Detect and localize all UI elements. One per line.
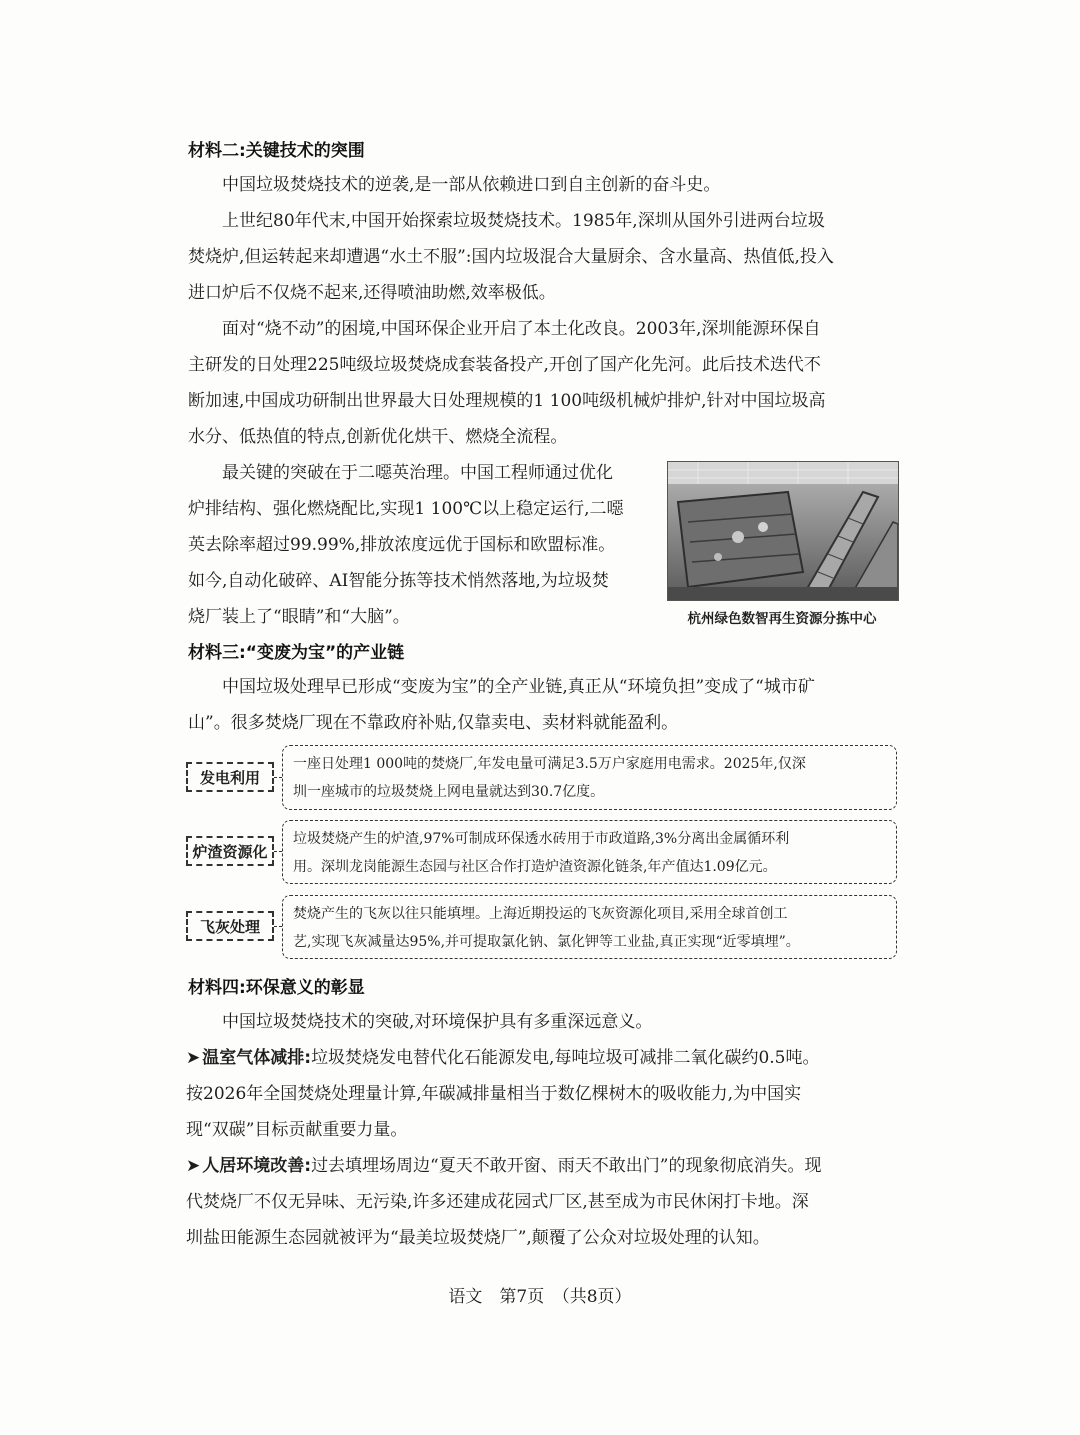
box-fly-ash <box>282 895 897 959</box>
s4-paragraph-1 <box>188 1004 900 1040</box>
bullet-text: 过去填埋场周边“夏天不敢开窗、雨天不敢出门”的现象彻底消失。现 <box>311 1156 822 1176</box>
text-line: 圳盐田能源生态园就被评为“最美垃圾焚烧厂”,颠覆了公众对垃圾处理的认知。 <box>186 1228 770 1248</box>
bullet-emission-reduction <box>186 1040 898 1148</box>
text-line: 断加速,中国成功研制出世界最大日处理规模的1 100吨级机械炉排炉,针对中国垃圾高 <box>188 391 826 411</box>
s2-paragraph-1 <box>188 167 900 203</box>
bullet-label: 温室气体减排: <box>202 1048 312 1068</box>
bullet-living-environment <box>186 1148 898 1256</box>
text-line: 圳一座城市的垃圾焚烧上网电量就达到30.7亿度。 <box>293 784 605 800</box>
text-line: 如今,自动化破碎、AI智能分拣等技术悄然落地,为垃圾焚 <box>188 571 609 591</box>
section-3-heading: 材料三:“变废为宝”的产业链 <box>188 643 405 663</box>
page-footer: 语文 第7页 （共8页） <box>448 1287 632 1307</box>
section-4-heading: 材料四:环保意义的彰显 <box>188 978 365 998</box>
text-line: 代焚烧厂不仅无异味、无污染,许多还建成花园式厂区,甚至成为市民休闲打卡地。深 <box>186 1192 809 1212</box>
box-slag-recycling <box>282 820 897 884</box>
text-line: 烧厂装上了“眼睛”和“大脑”。 <box>188 607 410 627</box>
connector-line <box>274 851 282 852</box>
photo-caption: 杭州绿色数智再生资源分拣中心 <box>687 611 877 627</box>
sorting-center-photo <box>667 461 899 601</box>
text-line: 按2026年全国焚烧处理量计算,年碳减排量相当于数亿棵树木的吸收能力,为中国实 <box>186 1084 802 1104</box>
tag-slag-recycling: 炉渣资源化 <box>186 836 274 866</box>
text-line: 焚烧产生的飞灰以往只能填埋。上海近期投运的飞灰资源化项目,采用全球首创工 <box>293 906 788 922</box>
text-line: 中国垃圾焚烧技术的突破,对环境保护具有多重深远意义。 <box>222 1012 653 1032</box>
text-line: 水分、低热值的特点,创新优化烘干、燃烧全流程。 <box>188 427 568 447</box>
text-line: 焚烧炉,但运转起来却遭遇“水土不服”:国内垃圾混合大量厨余、含水量高、热值低,投入 <box>188 247 834 267</box>
text-line: 中国垃圾焚烧技术的逆袭,是一部从依赖进口到自主创新的奋斗史。 <box>222 175 721 195</box>
text-line: 进口炉后不仅烧不起来,还得喷油助燃,效率极低。 <box>188 283 556 303</box>
bullet-text: 垃圾焚烧发电替代化石能源发电,每吨垃圾可减排二氧化碳约0.5吨。 <box>311 1048 820 1068</box>
s2-paragraph-4 <box>188 455 658 635</box>
text-line: 上世纪80年代末,中国开始探索垃圾焚烧技术。1985年,深圳从国外引进两台垃圾 <box>222 211 825 231</box>
s3-paragraph-1 <box>188 669 900 741</box>
arrow-bullet-icon: ➤ <box>186 1156 201 1176</box>
text-line: 一座日处理1 000吨的焚烧厂,年发电量可满足3.5万户家庭用电需求。2025年,仅深 <box>293 756 806 772</box>
connector-line <box>274 777 282 778</box>
text-line: 山”。很多焚烧厂现在不靠政府补贴,仅靠卖电、卖材料就能盈利。 <box>188 713 679 733</box>
section-2-heading: 材料二:关键技术的突围 <box>188 141 365 161</box>
tag-power-generation: 发电利用 <box>186 762 274 792</box>
text-line: 用。深圳龙岗能源生态园与社区合作打造炉渣资源化链条,年产值达1.09亿元。 <box>293 859 777 875</box>
tag-fly-ash: 飞灰处理 <box>186 911 274 941</box>
text-line: 艺,实现飞灰减量达95%,并可提取氯化钠、氯化钾等工业盐,真正实现“近零填埋”。 <box>293 934 800 950</box>
s2-paragraph-2 <box>188 203 900 311</box>
text-line: 垃圾焚烧产生的炉渣,97%可制成环保透水砖用于市政道路,3%分离出金属循环利 <box>293 831 790 847</box>
box-power-generation <box>282 745 897 810</box>
text-line: 炉排结构、强化燃烧配比,实现1 100℃以上稳定运行,二噁 <box>188 499 624 519</box>
s2-paragraph-3 <box>188 311 900 455</box>
sorting-center-illustration <box>668 462 898 600</box>
text-line: 现“双碳”目标贡献重要力量。 <box>186 1120 408 1140</box>
arrow-bullet-icon: ➤ <box>186 1048 201 1068</box>
bullet-label: 人居环境改善: <box>202 1156 312 1176</box>
text-line: 主研发的日处理225吨级垃圾焚烧成套装备投产,开创了国产化先河。此后技术迭代不 <box>188 355 821 375</box>
connector-line <box>274 926 282 927</box>
text-line: 面对“烧不动”的困境,中国环保企业开启了本土化改良。2003年,深圳能源环保自 <box>222 319 821 339</box>
text-line: 最关键的突破在于二噁英治理。中国工程师通过优化 <box>222 463 613 483</box>
text-line: 英去除率超过99.99%,排放浓度远优于国标和欧盟标准。 <box>188 535 616 555</box>
text-line: 中国垃圾处理早已形成“变废为宝”的全产业链,真正从“环境负担”变成了“城市矿 <box>222 677 815 697</box>
